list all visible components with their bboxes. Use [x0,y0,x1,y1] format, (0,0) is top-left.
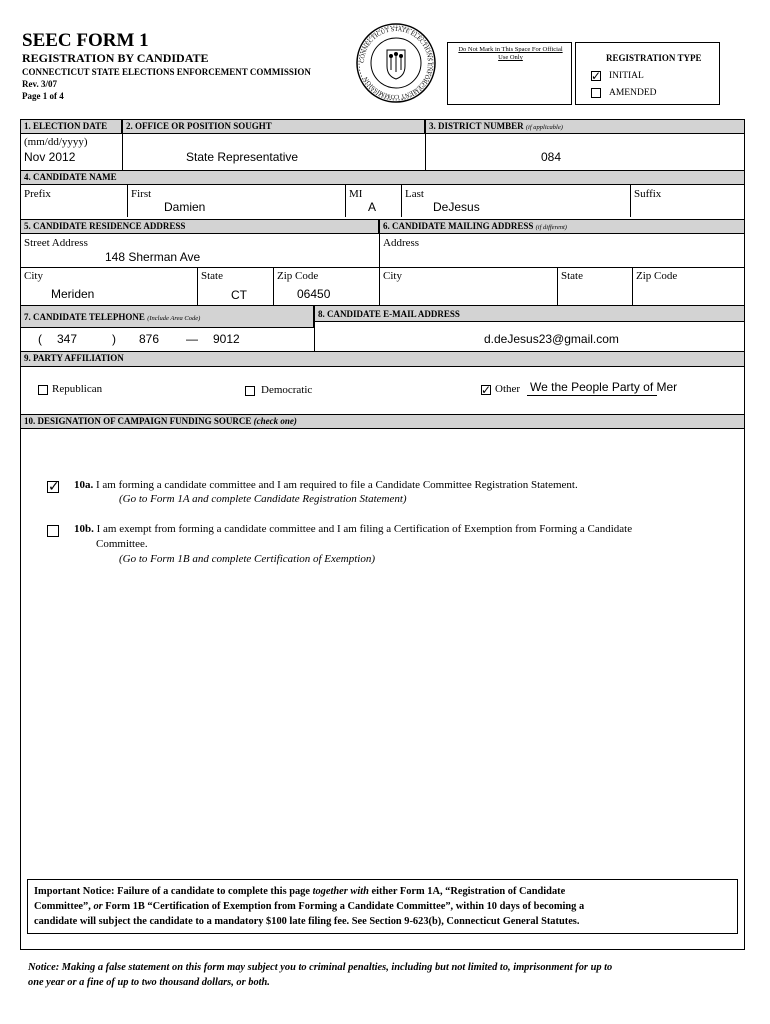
phone-dash: — [186,332,198,346]
section5-header: 5. CANDIDATE RESIDENCE ADDRESS [20,219,379,234]
section10-header: 10. DESIGNATION OF CAMPAIGN FUNDING SOURCE (check one) [20,414,745,429]
section8-header: 8. CANDIDATE E-MAIL ADDRESS [314,305,745,322]
last-name-field[interactable]: DeJesus [433,200,480,214]
district-number-field[interactable]: 084 [541,150,562,164]
other-check-mark: ✓ [481,383,492,397]
residence-state-label: State [201,270,223,282]
important-notice-box: Important Notice: Failure of a candidate to complete this page together with either Form 1A, “Registration of Candidate Committee”, or Form 1B “Certification of Exemption from Forming a Candidate Committee”, within 10 days of becoming a candidate will subject the candidate to a mandatory $100 late filing fee. See Section 9-623(b), Connecticut General Statutes. [27,879,738,934]
amended-checkbox[interactable] [591,88,601,98]
mailing-city-label: City [383,270,402,282]
section7-header: 7. CANDIDATE TELEPHONE (Include Area Code) [20,305,314,328]
other-label: Other [495,383,521,395]
section9-header: 9. PARTY AFFILIATION [20,351,745,367]
state-seal [355,22,437,104]
option-10a-text: 10a. I am forming a candidate committee and I am required to file a Candidate Committee Registration Statement. [74,479,578,491]
phone-prefix-field[interactable]: 876 [139,332,160,346]
official-use-text: Do Not Mark in This Space For Official Use Only [458,46,563,61]
initial-label: INITIAL [609,71,644,81]
republican-checkbox[interactable] [38,385,48,395]
option-10b-checkbox[interactable] [47,525,59,537]
middle-initial-field[interactable]: A [368,200,377,214]
form-subtitle: REGISTRATION BY CANDIDATE [22,51,209,65]
street-address-label: Street Address [24,237,88,249]
email-field[interactable]: d.deJesus23@gmail.com [484,332,619,346]
democratic-label: Democratic [261,384,313,396]
street-address-field[interactable]: 148 Sherman Ave [105,250,201,264]
initial-check-mark: ✓ [591,69,602,83]
mi-label: MI [349,188,363,200]
first-name-label: First [131,188,152,200]
form-title: SEEC FORM 1 [22,30,149,51]
last-name-label: Last [405,188,424,200]
option-10a-note: (Go to Form 1A and complete Candidate Registration Statement) [119,493,407,505]
residence-zip-field[interactable]: 06450 [297,287,331,301]
suffix-label: Suffix [634,188,662,200]
official-use-box [447,42,572,105]
office-sought-field[interactable]: State Representative [186,150,299,164]
mailing-state-label: State [561,270,583,282]
mailing-address-label: Address [383,237,420,249]
option-10b-text-cont: Committee. [96,538,148,550]
republican-label: Republican [52,383,103,395]
amended-label: AMENDED [609,88,657,98]
revision-date: Rev. 3/07 [22,79,57,89]
section1-header: 1. ELECTION DATE [20,119,122,134]
section4-header: 4. CANDIDATE NAME [20,170,745,185]
section2-header: 2. OFFICE OR POSITION SOUGHT [122,119,425,134]
residence-city-field[interactable]: Meriden [51,287,95,301]
registration-type-title: REGISTRATION TYPE [606,53,702,63]
first-name-field[interactable]: Damien [164,200,206,214]
other-party-field[interactable]: We the People Party of Mer [530,380,678,394]
date-format-hint: (mm/dd/yyyy) [24,136,88,148]
section3-header: 3. DISTRICT NUMBER (if applicable) [425,119,745,134]
phone-close-paren: ) [112,332,116,346]
election-date-field[interactable]: Nov 2012 [24,150,76,164]
democratic-checkbox[interactable] [245,386,255,396]
residence-state-field[interactable]: CT [231,288,247,302]
residence-zip-label: Zip Code [277,270,319,282]
agency-name: CONNECTICUT STATE ELECTIONS ENFORCEMENT COMMISSION [22,67,311,77]
option-10b-text: 10b. I am exempt from forming a candidate committee and I am filing a Certification of Exemption from Forming a Candidate [74,523,633,535]
registration-type-box [575,42,720,105]
prefix-label: Prefix [24,188,51,200]
mailing-zip-label: Zip Code [636,270,678,282]
section6-header: 6. CANDIDATE MAILING ADDRESS (if different) [379,219,745,234]
seal-text: CONNECTICUT STATE ELECTIONS ENFORCEMENT COMMISSION [358,25,434,101]
option-10b-note: (Go to Form 1B and complete Certification of Exemption) [119,553,376,565]
footer-notice: Notice: Making a false statement on this form may subject you to criminal penalties, including but not limited to, imprisonment for up to one year or a fine of up to two thousand dollars, or both. [28,962,613,988]
page-number: Page 1 of 4 [22,91,64,101]
option-10a-check-mark: ✓ [48,479,60,495]
phone-open-paren: ( [38,332,42,346]
residence-city-label: City [24,270,43,282]
phone-line-field[interactable]: 9012 [213,332,240,346]
phone-area-code-field[interactable]: 347 [57,332,78,346]
